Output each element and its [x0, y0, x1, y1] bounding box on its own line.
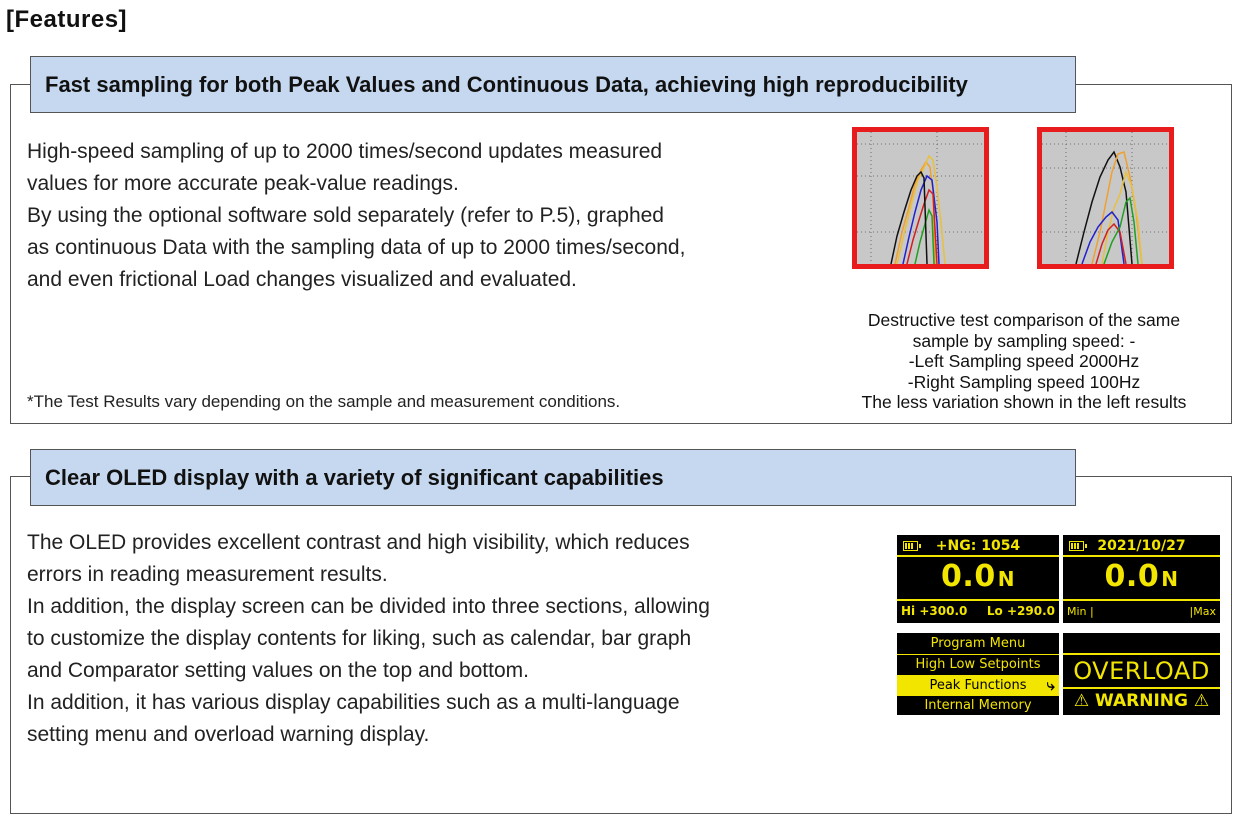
menu-item-label: Peak Functions — [929, 677, 1027, 693]
warning-icon: ⚠ — [1193, 691, 1210, 711]
page-heading: [Features] — [6, 6, 128, 33]
oled-text-line: setting menu and overload warning display. — [27, 723, 430, 746]
sampling-text-line: By using the optional software sold separately (refer to P.5), graphed — [27, 204, 664, 227]
menu-title: Program Menu — [897, 633, 1059, 655]
caption-line: Destructive test comparison of the same — [867, 310, 1181, 330]
graph-100hz-plot — [1042, 132, 1169, 264]
sampling-text-line: and even frictional Load changes visualized and evaluated. — [27, 268, 577, 291]
caption-line: -Left Sampling speed 2000Hz — [908, 351, 1140, 371]
oled-calendar-screen — [1063, 535, 1220, 623]
reading-value: 0.0 — [941, 559, 996, 594]
oled-text-line: In addition, it has various display capabilities such as a multi-language — [27, 691, 680, 714]
sampling-text-line: values for more accurate peak-value readings. — [27, 172, 459, 195]
reading-unit: N — [1161, 567, 1179, 591]
reading-value: 0.0 — [1104, 559, 1160, 594]
oled-menu-screen — [897, 633, 1059, 715]
sampling-text-line: High-speed sampling of up to 2000 times/second updates measured — [27, 140, 663, 163]
caption-line: The less variation shown in the left results — [861, 392, 1187, 412]
sampling-text-line: as continuous Data with the sampling data of up to 2000 times/second, — [27, 236, 686, 259]
oled-top-bar — [897, 537, 1059, 557]
sampling-description — [27, 136, 685, 296]
oled-comparator-screen — [897, 535, 1059, 623]
overload-label: OVERLOAD — [1063, 653, 1220, 689]
graph-100hz — [1037, 127, 1174, 269]
oled-text-line: The OLED provides excellent contrast and high visibility, which reduces — [27, 531, 690, 554]
warning-row — [1063, 687, 1220, 715]
oled-text-line: and Comparator setting values on the top and bottom. — [27, 659, 529, 682]
menu-item: Internal Memory — [924, 698, 1032, 714]
oled-reading — [1063, 559, 1220, 594]
oled-text-line: errors in reading measurement results. — [27, 563, 388, 586]
bar-max-label: |Max — [1189, 604, 1216, 618]
graph-2000hz-plot — [857, 132, 984, 264]
section-sampling-title: Fast sampling for both Peak Values and Continuous Data, achieving high reproducibility — [30, 56, 1076, 113]
bar-min-label: Min | — [1067, 604, 1094, 618]
oled-text-line: In addition, the display screen can be divided into three sections, allowing — [27, 595, 710, 618]
oled-reading — [897, 559, 1059, 594]
caption-line: -Right Sampling speed 100Hz — [907, 371, 1141, 392]
oled-overload-screen — [1063, 633, 1220, 715]
oled-text-line: to customize the display contents for liking, such as calendar, bar graph — [27, 627, 692, 650]
comparator-status: +NG: 1054 — [935, 538, 1021, 554]
calendar-date: 2021/10/27 — [1097, 538, 1186, 554]
section-oled-title: Clear OLED display with a variety of significant capabilities — [30, 449, 1076, 506]
lo-setpoint: Lo +290.0 — [986, 604, 1055, 618]
oled-description — [27, 527, 710, 751]
battery-icon — [1069, 541, 1084, 551]
reading-unit: N — [997, 567, 1015, 591]
menu-item: High Low Setpoints — [915, 657, 1041, 673]
enter-arrow-icon: ⤷ — [1046, 676, 1055, 694]
warning-icon: ⚠ — [1073, 691, 1090, 711]
oled-bar-graph — [1063, 599, 1220, 621]
oled-bottom-bar — [897, 599, 1059, 621]
graph-2000hz — [852, 127, 989, 269]
menu-item-selected — [897, 675, 1059, 696]
caption-line: sample by sampling speed: - — [912, 330, 1136, 351]
warning-label: WARNING — [1095, 691, 1188, 711]
graph-caption — [826, 310, 1222, 413]
results-note: *The Test Results vary depending on the sample and measurement conditions. — [27, 392, 621, 411]
battery-icon — [903, 541, 918, 551]
oled-top-bar — [1063, 537, 1220, 557]
hi-setpoint: Hi +300.0 — [901, 604, 968, 618]
